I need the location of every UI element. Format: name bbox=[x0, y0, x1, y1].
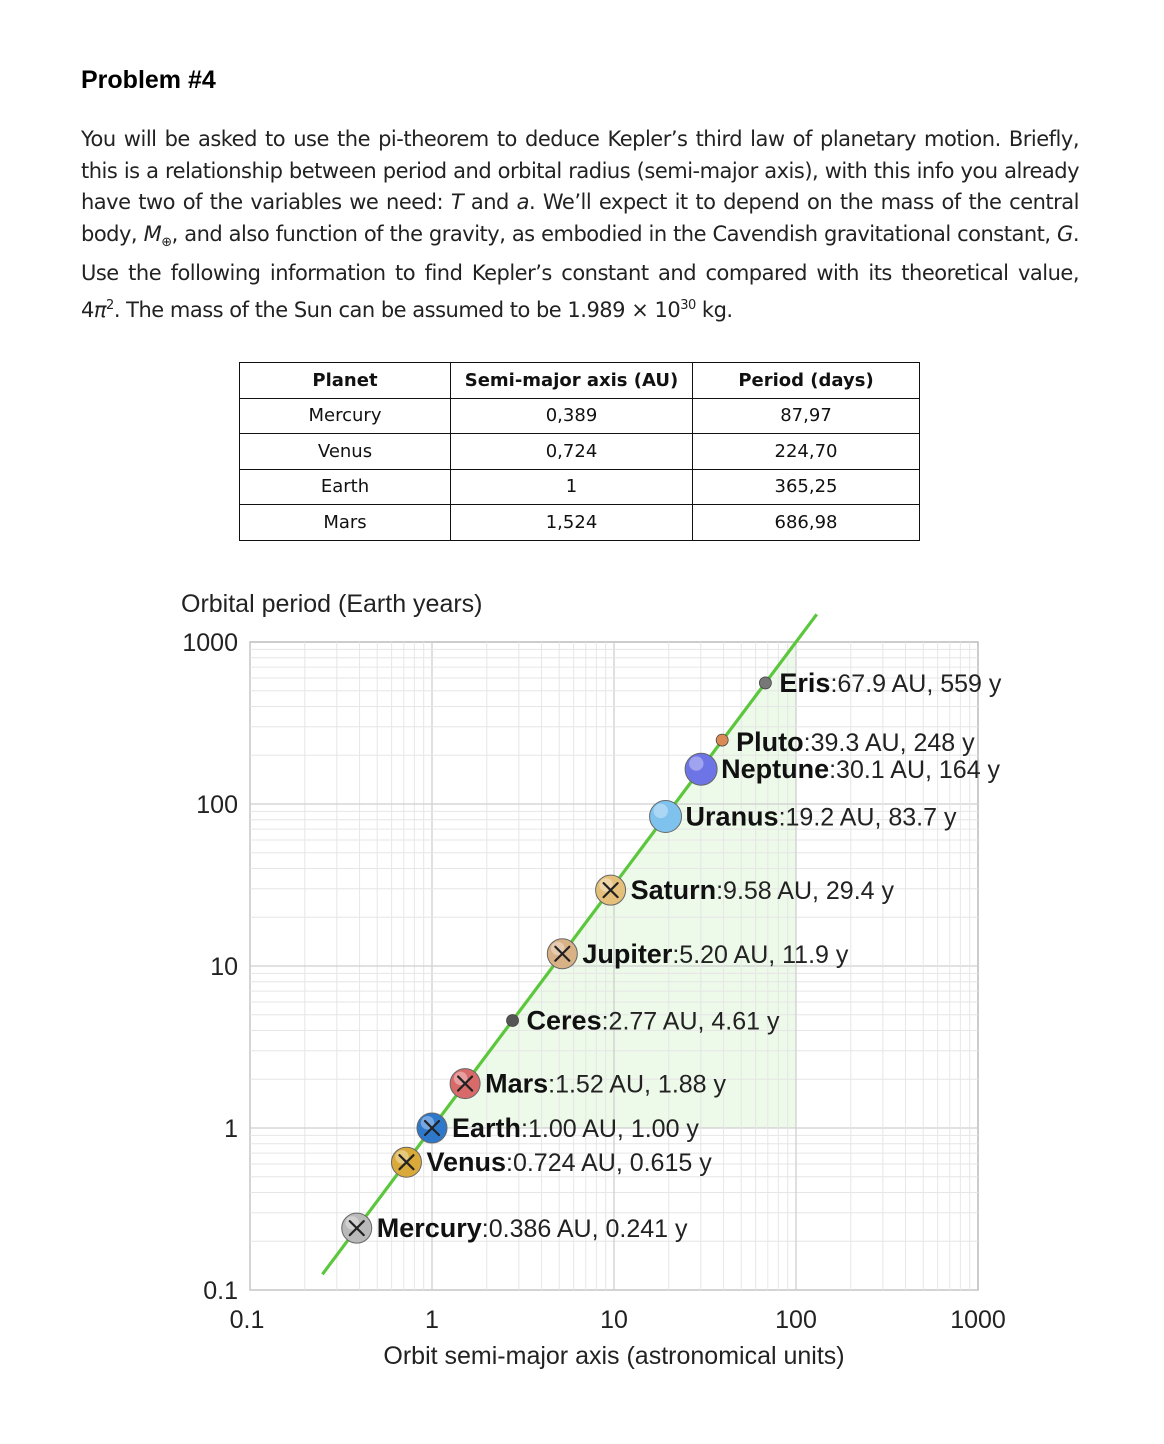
header-period: Period (days) bbox=[693, 363, 920, 399]
cell-period: 365,25 bbox=[693, 469, 920, 505]
point-mercury bbox=[342, 1213, 372, 1243]
cell-axis: 0,724 bbox=[451, 434, 693, 470]
point-saturn bbox=[596, 875, 626, 905]
y-axis-title: Orbital period (Earth years) bbox=[181, 590, 483, 618]
var-a: a bbox=[516, 190, 529, 214]
cell-planet: Mercury bbox=[240, 398, 451, 434]
uranus-highlight bbox=[654, 804, 668, 818]
cell-axis: 1,524 bbox=[451, 505, 693, 541]
label-jupiter: Jupiter:5.20 AU, 11.9 y bbox=[582, 938, 849, 969]
label-saturn: Saturn:9.58 AU, 29.4 y bbox=[630, 875, 895, 906]
point-uranus bbox=[650, 801, 682, 833]
header-planet: Planet bbox=[240, 363, 451, 399]
y-tick-label: 10 bbox=[210, 953, 238, 981]
cell-planet: Earth bbox=[240, 469, 451, 505]
label-eris: Eris:67.9 AU, 559 y bbox=[779, 667, 1002, 698]
label-neptune: Neptune:30.1 AU, 164 y bbox=[721, 754, 1001, 785]
neptune-highlight bbox=[689, 756, 703, 770]
label-uranus: Uranus:19.2 AU, 83.7 y bbox=[685, 801, 957, 832]
label-mars: Mars:1.52 AU, 1.88 y bbox=[485, 1068, 727, 1099]
cell-period: 224,70 bbox=[693, 434, 920, 470]
cell-planet: Mars bbox=[240, 505, 451, 541]
y-tick-label: 0.1 bbox=[203, 1277, 238, 1305]
point-mars bbox=[450, 1069, 480, 1099]
cell-period: 87,97 bbox=[693, 398, 920, 434]
cell-axis: 0,389 bbox=[451, 398, 693, 434]
header-semi-major-axis: Semi-major axis (AU) bbox=[451, 363, 693, 399]
cell-period: 686,98 bbox=[693, 505, 920, 541]
point-eris bbox=[759, 677, 771, 689]
x-tick-label: 10 bbox=[600, 1306, 628, 1334]
cell-planet: Venus bbox=[240, 434, 451, 470]
var-t: T bbox=[450, 190, 464, 214]
uranus-marker bbox=[650, 801, 682, 833]
x-tick-label: 0.1 bbox=[229, 1306, 265, 1334]
label-pluto: Pluto:39.3 AU, 248 y bbox=[736, 727, 975, 758]
ceres-marker bbox=[507, 1014, 519, 1026]
x-tick-label: 1 bbox=[425, 1306, 439, 1334]
neptune-marker bbox=[685, 753, 717, 785]
var-m: M bbox=[143, 221, 162, 246]
point-venus bbox=[391, 1147, 421, 1177]
label-mercury: Mercury:0.386 AU, 0.241 y bbox=[376, 1213, 688, 1244]
eris-marker bbox=[759, 677, 771, 689]
var-g: G bbox=[1057, 221, 1073, 246]
x-tick-label: 100 bbox=[775, 1306, 817, 1334]
y-tick-label: 100 bbox=[196, 791, 238, 819]
point-earth bbox=[417, 1113, 447, 1143]
pluto-marker bbox=[716, 734, 728, 746]
y-tick-label: 1 bbox=[224, 1115, 238, 1143]
cell-axis: 1 bbox=[451, 469, 693, 505]
point-jupiter bbox=[547, 939, 577, 969]
point-ceres bbox=[507, 1014, 519, 1026]
y-tick-label: 1000 bbox=[182, 629, 238, 657]
x-tick-label: 1000 bbox=[950, 1306, 1006, 1334]
label-earth: Earth:1.00 AU, 1.00 y bbox=[452, 1113, 699, 1143]
label-venus: Venus:0.724 AU, 0.615 y bbox=[426, 1147, 712, 1178]
x-axis-title: Orbit semi-major axis (astronomical units) bbox=[383, 1342, 845, 1370]
point-pluto bbox=[716, 734, 728, 746]
point-neptune bbox=[685, 753, 717, 785]
problem-heading: Problem #4 bbox=[81, 66, 216, 94]
label-ceres: Ceres:2.77 AU, 4.61 y bbox=[526, 1005, 780, 1036]
problem-statement: You will be asked to use the pi-theorem to deduce Kepler’s third law of planetary motion. Briefly, this is a relationship between period and orbital radius (semi-major axis), with this info you already have two of the variables we need: T and a. We’ll expect it to depend on the mass of the central body, $M_\oplus$, and also function of the gravity, as embodied in the Cavendish gravitational constant, G. Use the following information to find Kepler’s constant and compared with its theoretical value, $4\pi^2$. The mass of the Sun can be assumed to be $1.989 \times 10^{30}$ kg. bbox=[81, 127, 1079, 322]
